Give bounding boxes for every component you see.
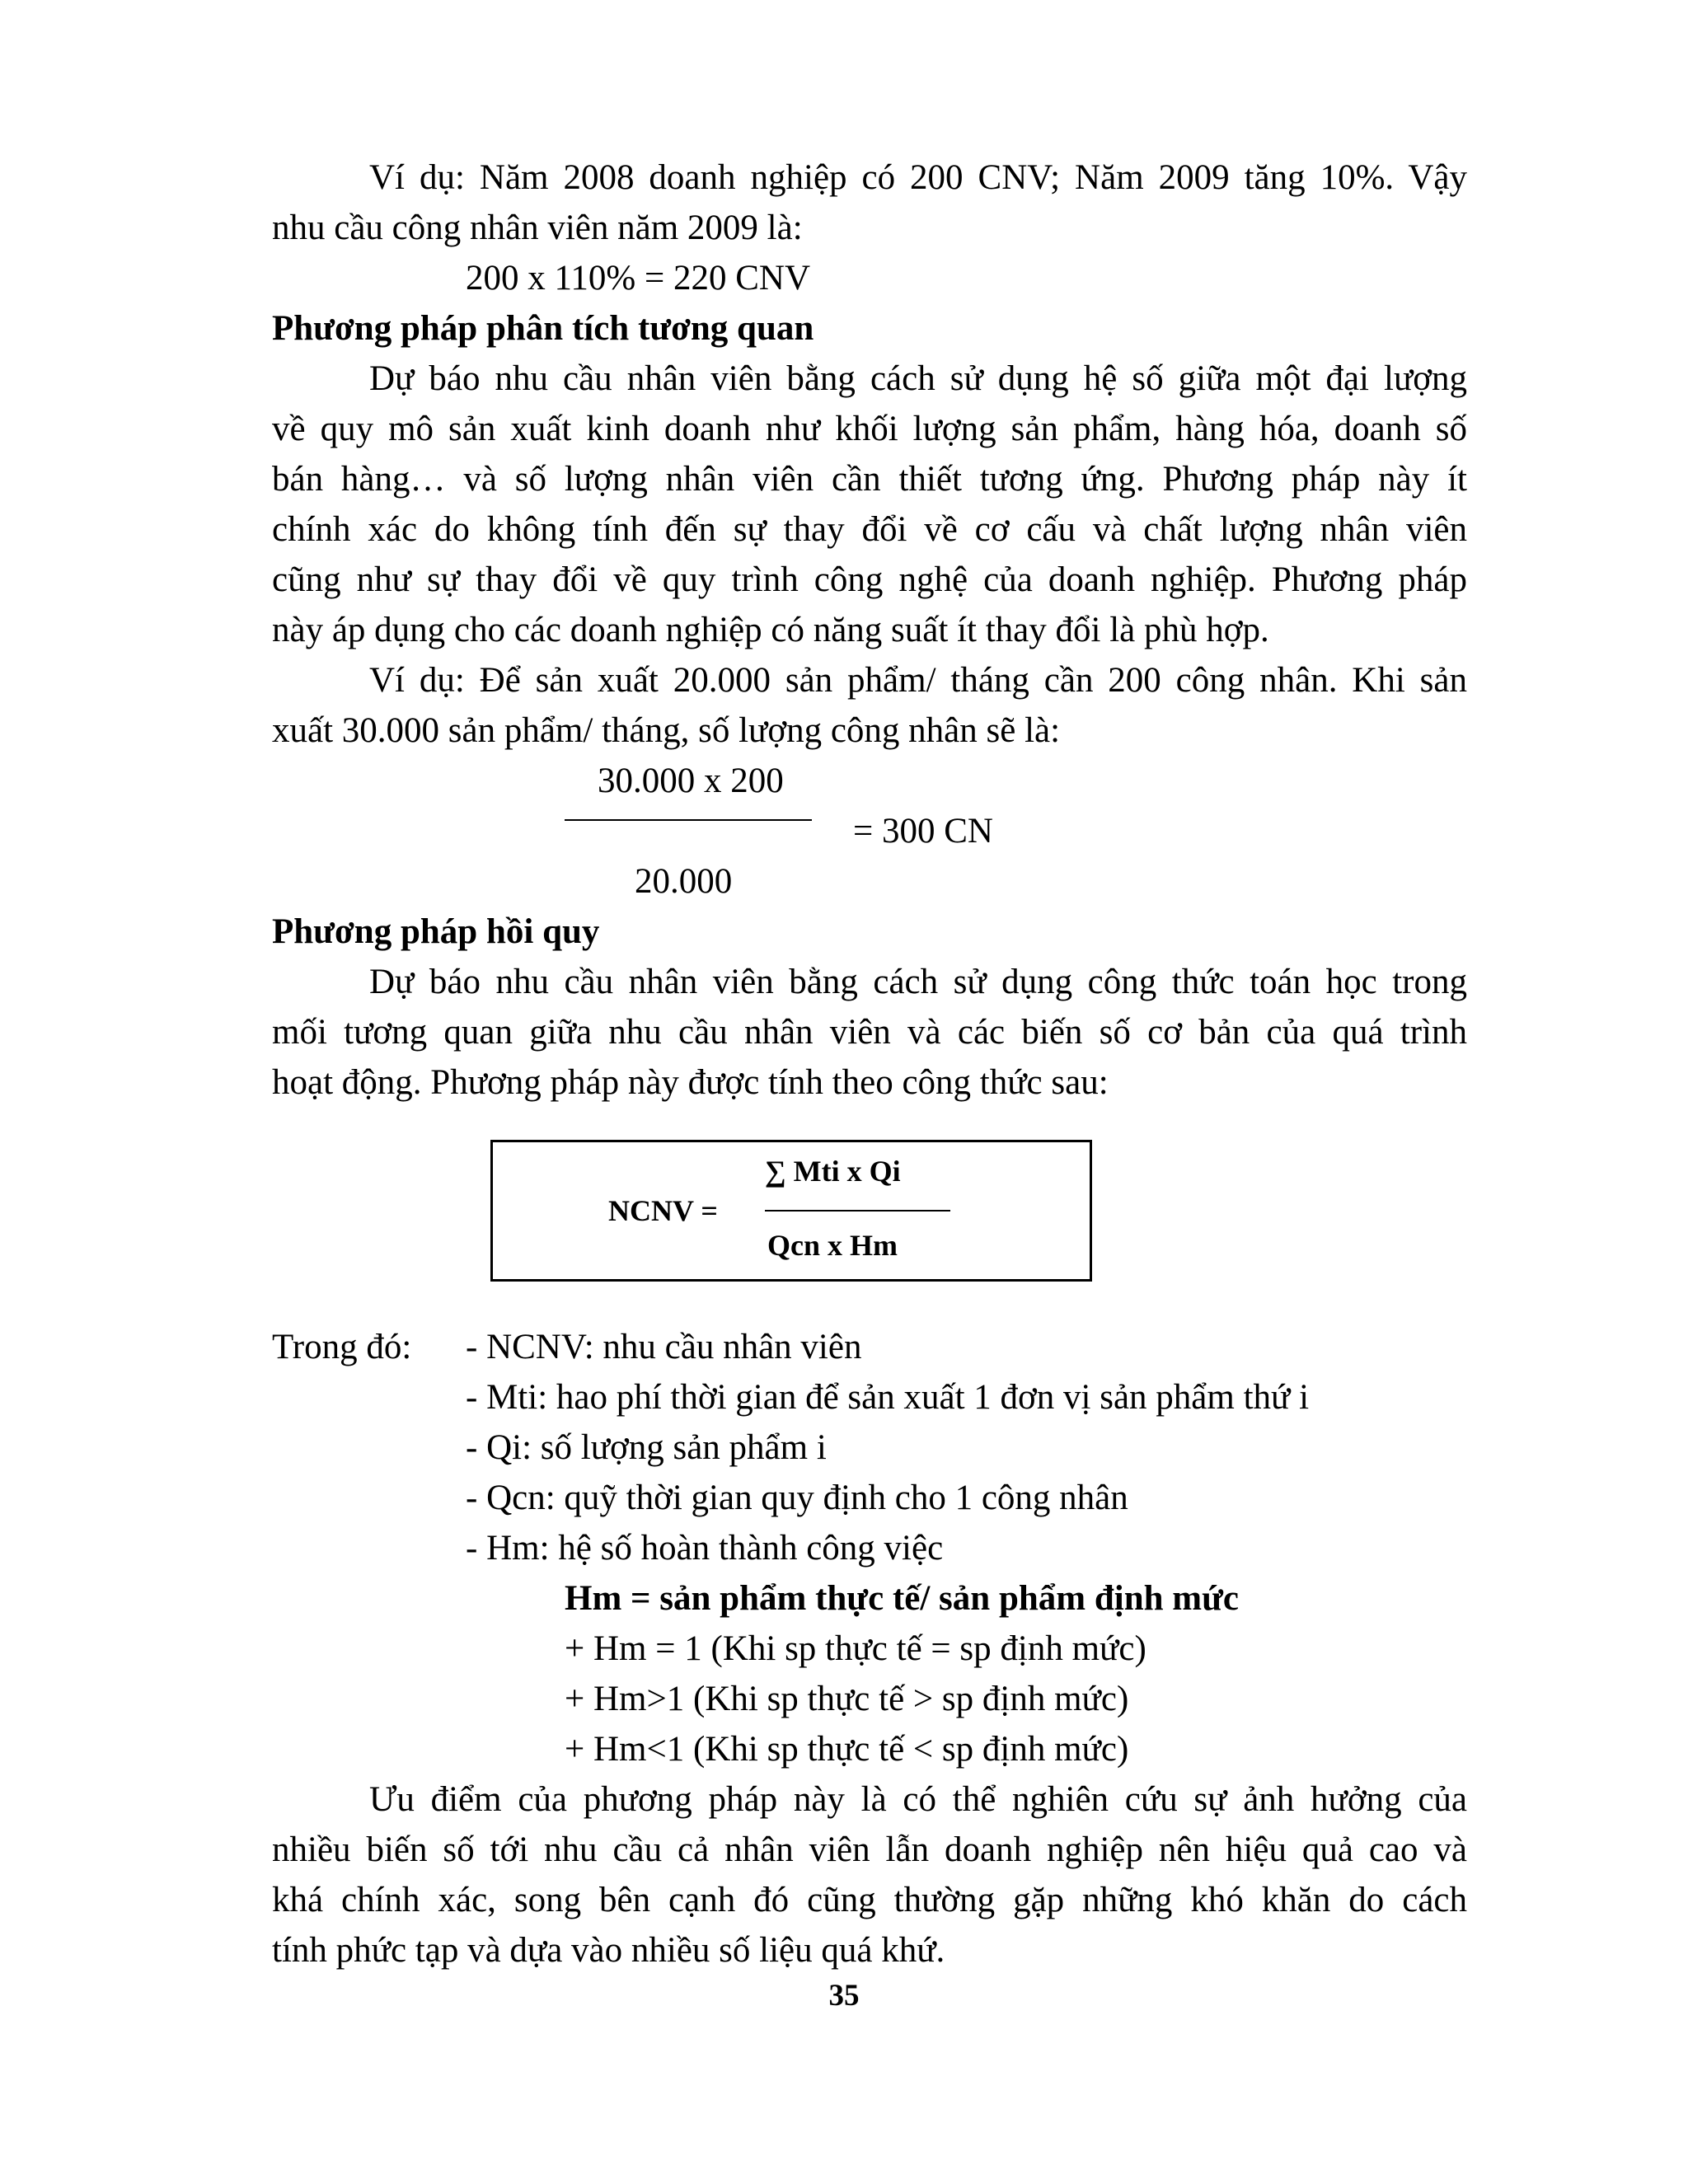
hm-formula: Hm = sản phẩm thực tế/ sản phẩm định mức bbox=[565, 1579, 1239, 1618]
hm-case: + Hm<1 (Khi sp thực tế < sp định mức) bbox=[565, 1730, 1129, 1769]
fraction-result: = 300 CN bbox=[853, 812, 993, 851]
legend-label: Trong đó: bbox=[272, 1328, 412, 1366]
conclusion-line: tính phức tạp và dựa vào nhiều số liệu quá khứ. bbox=[272, 1931, 945, 1970]
example-2-line-2: xuất 30.000 sản phẩm/ tháng, số lượng công nhân sẽ là: bbox=[272, 711, 1061, 750]
document-page bbox=[272, 152, 1467, 1975]
conclusion-line: Ưu điểm của phương pháp này là có thể nghiên cứu sự ảnh hưởng của bbox=[369, 1780, 1467, 1819]
formula-fraction-bar bbox=[765, 1210, 950, 1212]
fraction-bar bbox=[565, 819, 812, 821]
formula-numerator: ∑ Mti x Qi bbox=[765, 1155, 901, 1188]
example-1-line-2: nhu cầu công nhân viên năm 2009 là: bbox=[272, 209, 803, 247]
formula-left-side: NCNV = bbox=[608, 1194, 718, 1227]
fraction-numerator: 30.000 x 200 bbox=[598, 762, 784, 800]
legend-item: - Hm: hệ số hoàn thành công việc bbox=[466, 1529, 944, 1568]
legend-item: - Mti: hao phí thời gian để sản xuất 1 đơn vị sản phẩm thứ i bbox=[466, 1378, 1310, 1417]
section-heading-regression: Phương pháp hồi quy bbox=[272, 912, 600, 951]
example-2-line-1: Ví dụ: Để sản xuất 20.000 sản phẩm/ tháng cần 200 công nhân. Khi sản bbox=[369, 661, 1467, 700]
legend-first-row bbox=[272, 1322, 1467, 1372]
hm-case: + Hm>1 (Khi sp thực tế > sp định mức) bbox=[565, 1680, 1129, 1718]
formula-container bbox=[272, 1108, 1467, 1322]
legend-item: - Qcn: quỹ thời gian quy định cho 1 công nhân bbox=[466, 1479, 1128, 1517]
formula-denominator: Qcn x Hm bbox=[767, 1229, 898, 1262]
section-1-line: Dự báo nhu cầu nhân viên bằng cách sử dụng hệ số giữa một đại lượng bbox=[369, 359, 1467, 398]
example-1-line-1: Ví dụ: Năm 2008 doanh nghiệp có 200 CNV; Năm 2009 tăng 10%. Vậy bbox=[369, 158, 1467, 197]
formula-box bbox=[490, 1140, 1092, 1282]
legend-item: - Qi: số lượng sản phẩm i bbox=[466, 1428, 827, 1467]
example-2-fraction bbox=[272, 756, 1467, 907]
section-1-line: bán hàng… và số lượng nhân viên cần thiết tương ứng. Phương pháp này ít bbox=[272, 460, 1467, 499]
section-2-line: mối tương quan giữa nhu cầu nhân viên và các biến số cơ bản của quá trình bbox=[272, 1013, 1467, 1052]
hm-case: + Hm = 1 (Khi sp thực tế = sp định mức) bbox=[565, 1629, 1146, 1668]
section-1-line: chính xác do không tính đến sự thay đổi về cơ cấu và chất lượng nhân viên bbox=[272, 510, 1467, 549]
section-2-line: hoạt động. Phương pháp này được tính theo công thức sau: bbox=[272, 1063, 1109, 1102]
fraction-denominator: 20.000 bbox=[635, 862, 733, 901]
example-1-calculation: 200 x 110% = 220 CNV bbox=[466, 259, 811, 298]
conclusion-line: nhiều biến số tới nhu cầu cả nhân viên lẫn doanh nghiệp nên hiệu quả cao và bbox=[272, 1830, 1467, 1869]
section-1-line: cũng như sự thay đổi về quy trình công nghệ của doanh nghiệp. Phương pháp bbox=[272, 560, 1467, 599]
page-number: 35 bbox=[828, 1979, 860, 2013]
section-1-line: này áp dụng cho các doanh nghiệp có năng suất ít thay đổi là phù hợp. bbox=[272, 611, 1269, 649]
conclusion-line: khá chính xác, song bên cạnh đó cũng thường gặp những khó khăn do cách bbox=[272, 1881, 1467, 1919]
section-heading-correlation: Phương pháp phân tích tương quan bbox=[272, 309, 814, 348]
section-1-line: về quy mô sản xuất kinh doanh như khối lượng sản phẩm, hàng hóa, doanh số bbox=[272, 410, 1467, 448]
legend-item: - NCNV: nhu cầu nhân viên bbox=[466, 1328, 862, 1366]
section-2-line: Dự báo nhu cầu nhân viên bằng cách sử dụng công thức toán học trong bbox=[369, 963, 1467, 1001]
